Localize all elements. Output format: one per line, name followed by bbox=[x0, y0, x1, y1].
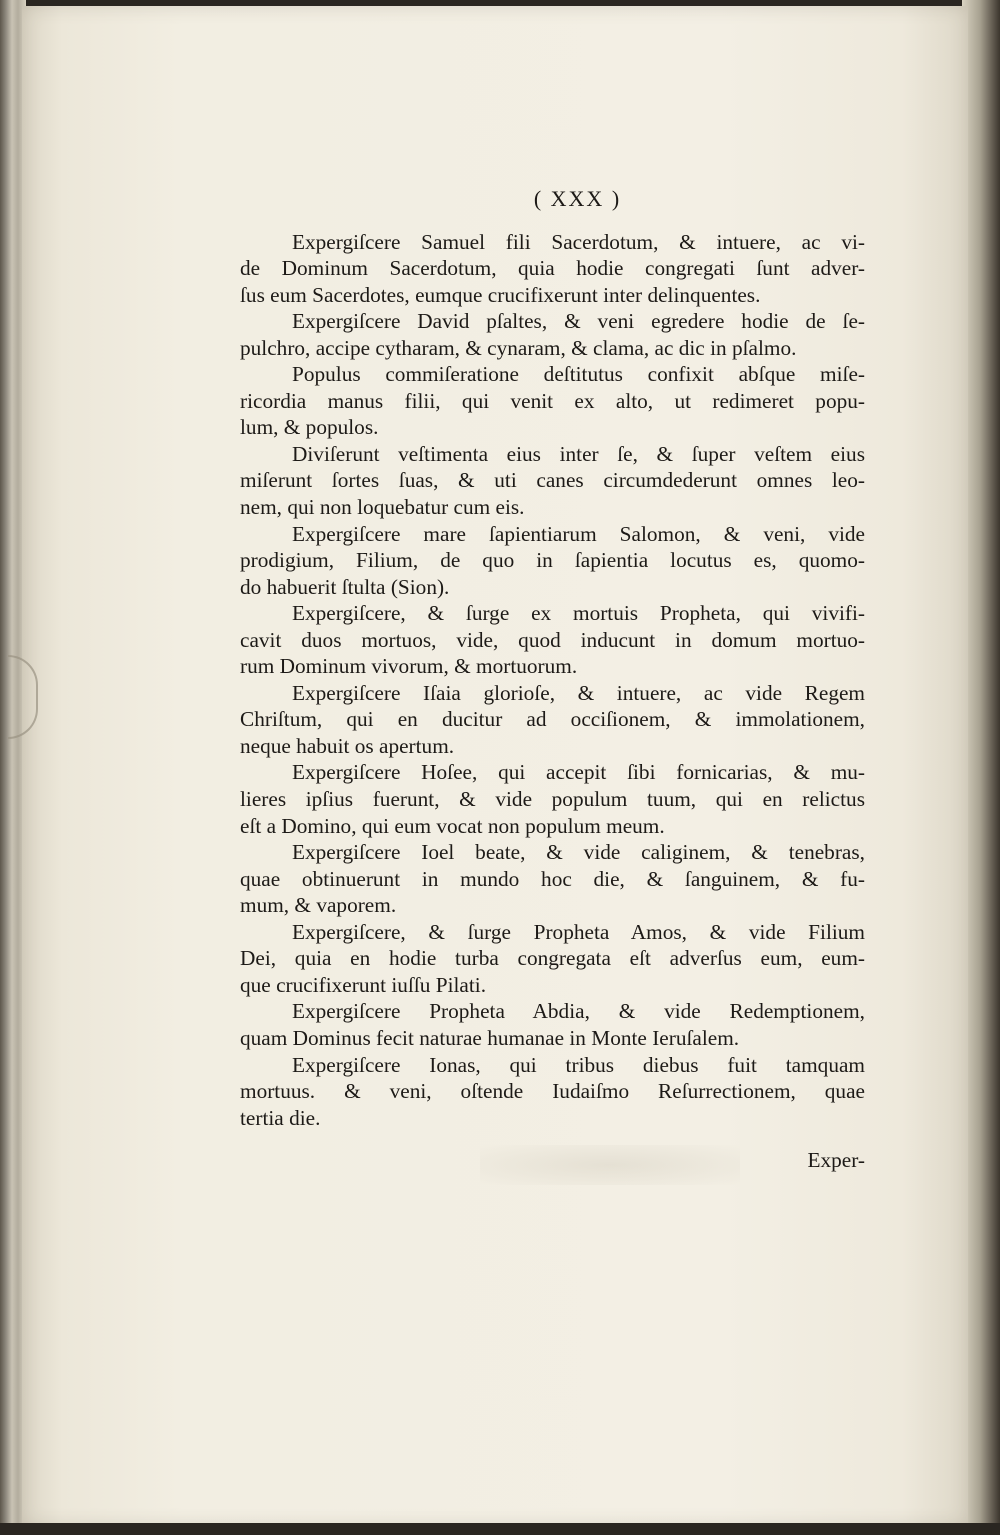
text-line: quae obtinuerunt in mundo hoc die, & ſanguinem, & fu- bbox=[240, 866, 865, 891]
text-line: mum, & vaporem. bbox=[240, 893, 397, 918]
text-line: lum, & populos. bbox=[240, 415, 379, 440]
text-line: Expergiſcere David pſaltes, & veni egredere hodie de ſe- bbox=[292, 309, 865, 334]
text-line: Expergiſcere Hoſee, qui accepit ſibi fornicarias, & mu- bbox=[292, 760, 865, 785]
paragraph bbox=[240, 521, 865, 601]
text-line: de Dominum Sacerdotum, quia hodie congregati ſunt adver- bbox=[240, 256, 865, 281]
text-line: cavit duos mortuos, vide, quod inducunt in domum mortuo- bbox=[240, 627, 865, 652]
text-line: Expergiſcere, & ſurge Propheta Amos, & vide Filium bbox=[292, 919, 865, 944]
text-line: pulchro, accipe cytharam, & cynaram, & clama, ac dic in pſalmo. bbox=[240, 335, 797, 360]
paragraph bbox=[240, 1052, 865, 1132]
text-line: quam Dominus fecit naturae humanae in Monte Ieruſalem. bbox=[240, 1025, 740, 1050]
text-line: nem, qui non loquebatur cum eis. bbox=[240, 495, 525, 520]
paragraph bbox=[240, 600, 865, 680]
catchword: Exper- bbox=[807, 1148, 865, 1173]
paragraph bbox=[240, 919, 865, 999]
page-text-block bbox=[240, 186, 865, 1174]
text-line: rum Dominum vivorum, & mortuorum. bbox=[240, 654, 578, 679]
text-line: Expergiſcere Iſaia glorioſe, & intuere, ac vide Regem bbox=[292, 680, 865, 705]
text-line: mortuus. & veni, oſtende Iudaiſmo Reſurrectionem, quae bbox=[240, 1079, 865, 1104]
text-line: Expergiſcere Propheta Abdia, & vide Redemptionem, bbox=[292, 999, 865, 1024]
text-line: Expergiſcere Ioel beate, & vide caliginem, & tenebras, bbox=[292, 840, 865, 865]
paragraph-list bbox=[240, 229, 865, 1132]
text-line: Chriſtum, qui en ducitur ad occiſionem, & immolationem, bbox=[240, 707, 865, 732]
running-head: ( XXX ) bbox=[533, 186, 622, 211]
paragraph bbox=[240, 229, 865, 309]
text-line: Populus commiſeratione deſtitutus confixit abſque miſe- bbox=[292, 362, 865, 387]
paragraph bbox=[240, 441, 865, 521]
text-line: tertia die. bbox=[240, 1105, 321, 1130]
text-line: prodigium, Filium, de quo in ſapientia locutus es, quomo- bbox=[240, 548, 865, 573]
text-line: Diviſerunt veſtimenta eius inter ſe, & ſuper veſtem eius bbox=[292, 441, 865, 466]
text-line: Expergiſcere mare ſapientiarum Salomon, & veni, vide bbox=[292, 521, 865, 546]
text-line: eſt a Domino, qui eum vocat non populum meum. bbox=[240, 813, 665, 838]
text-line: lieres ipſius fuerunt, & vide populum tuum, qui en relictus bbox=[240, 787, 865, 812]
text-line: Dei, quia en hodie turba congregata eſt adverſus eum, eum- bbox=[240, 946, 865, 971]
text-line: ricordia manus filii, qui venit ex alto, ut redimeret popu- bbox=[240, 388, 865, 413]
text-line: neque habuit os apertum. bbox=[240, 733, 455, 758]
text-line: miſerunt ſortes ſuas, & uti canes circumdederunt omnes leo- bbox=[240, 468, 865, 493]
paragraph bbox=[240, 759, 865, 839]
paragraph bbox=[240, 361, 865, 441]
paragraph bbox=[240, 998, 865, 1051]
text-line: Expergiſcere Ionas, qui tribus diebus fuit tamquam bbox=[292, 1052, 865, 1077]
paragraph bbox=[240, 680, 865, 760]
text-line: ſus eum Sacerdotes, eumque crucifixerunt inter delinquentes. bbox=[240, 282, 761, 307]
scan-bottom-edge bbox=[0, 1523, 1000, 1535]
text-line: do habuerit ſtulta (Sion). bbox=[240, 574, 450, 599]
paragraph bbox=[240, 839, 865, 919]
paragraph bbox=[240, 308, 865, 361]
text-line: Expergiſcere Samuel fili Sacerdotum, & intuere, ac vi- bbox=[292, 229, 865, 254]
text-line: que crucifixerunt iuſſu Pilati. bbox=[240, 972, 487, 997]
text-line: Expergiſcere, & ſurge ex mortuis Propheta, qui vivifi- bbox=[292, 601, 865, 626]
